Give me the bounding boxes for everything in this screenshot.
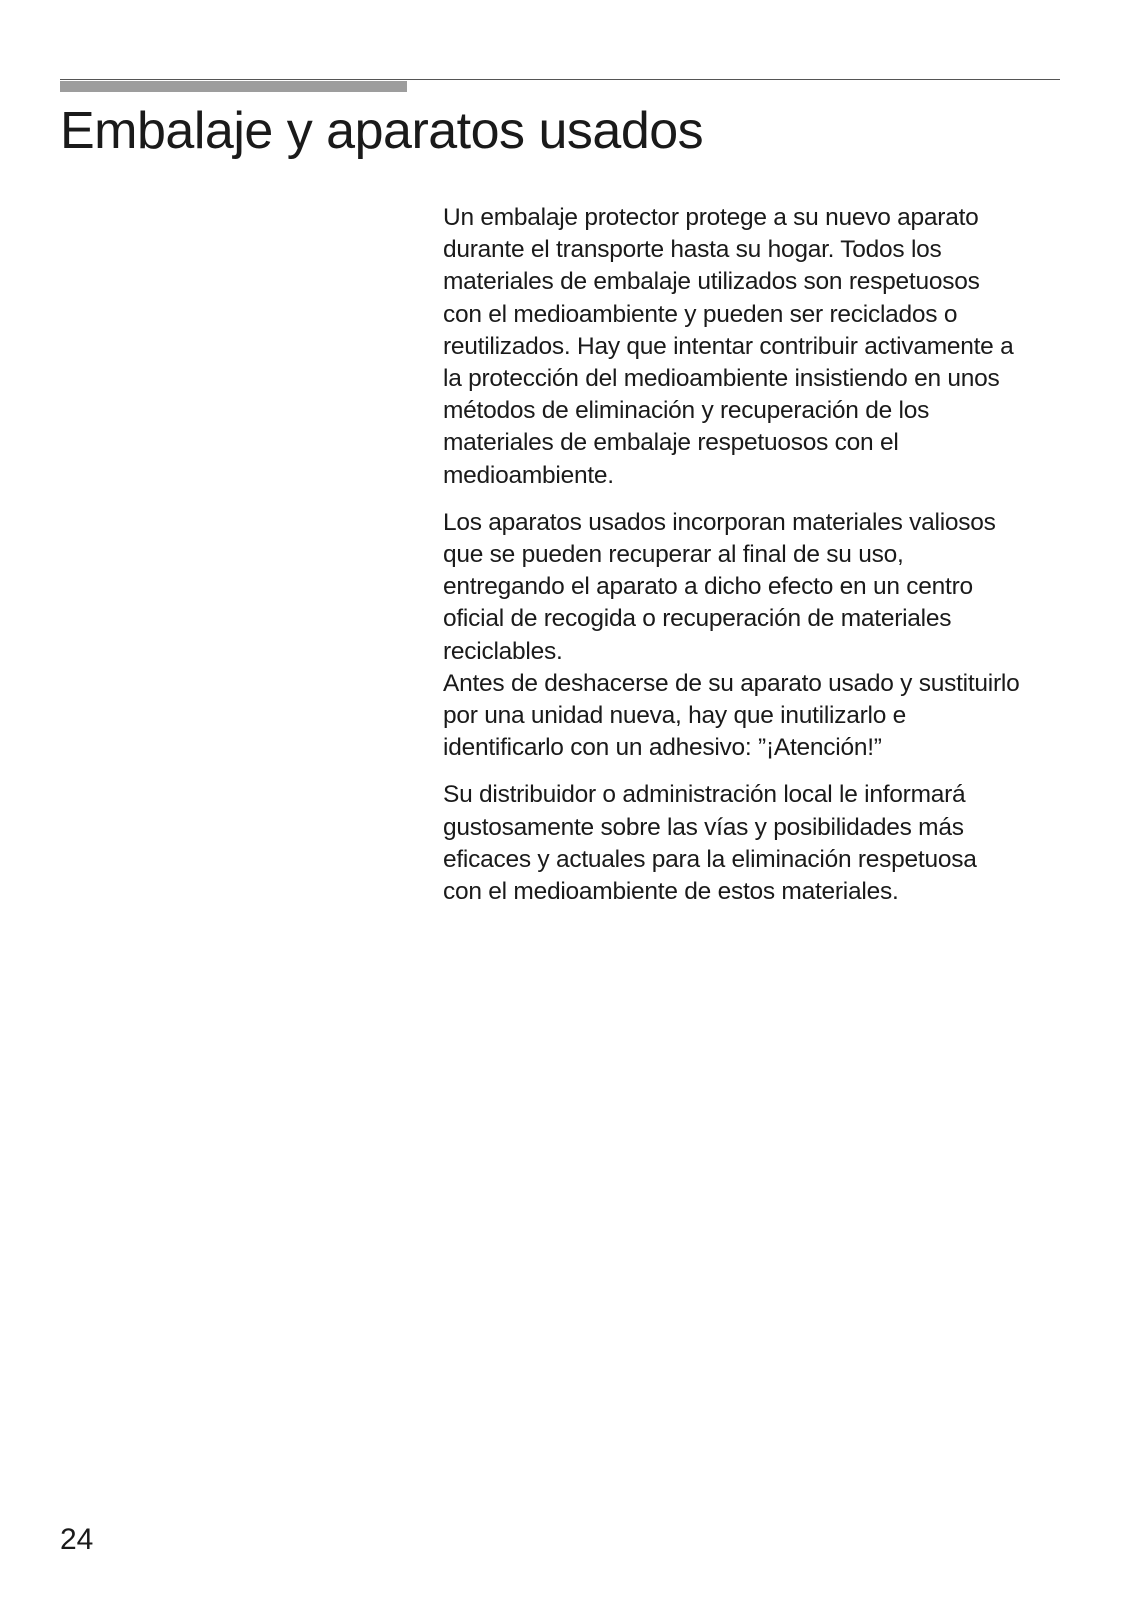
page-title: Embalaje y aparatos usados [60,102,704,160]
text-line: Su distribuidor o administración local le informará [443,781,966,809]
text-line: medioambiente. [443,461,614,489]
text-line: con el medioambiente de estos materiales. [443,878,899,906]
text-line: Antes de deshacerse de su aparato usado y sustituirlo [443,669,1020,697]
text-line: entregando el aparato a dicho efecto en un centro [443,573,973,601]
text-line: gustosamente sobre las vías y posibilidades más [443,813,964,841]
header-rule [60,79,1060,80]
text-line: materiales de embalaje utilizados son respetuosos [443,268,980,296]
paragraph-packaging [443,202,1093,492]
body-text-column [443,202,1093,923]
text-line: la protección del medioambiente insistiendo en unos [443,365,1000,393]
text-line: Un embalaje protector protege a su nuevo aparato [443,204,979,231]
text-line: por una unidad nueva, hay que inutilizarlo e [443,702,907,730]
text-line: con el medioambiente y pueden ser reciclados o [443,300,958,328]
text-line: métodos de eliminación y recuperación de los [443,397,930,425]
text-line: materiales de embalaje respetuosos con el [443,429,899,457]
text-line: reciclables. [443,637,563,665]
paragraph-used-appliances [443,507,1093,765]
text-line: identificarlo con un adhesivo: ”¡Atención!” [443,734,882,762]
paragraph-distributor-info [443,779,1093,908]
text-line: reutilizados. Hay que intentar contribuir activamente a [443,332,1014,360]
text-line: oficial de recogida o recuperación de materiales [443,605,952,633]
text-line: eficaces y actuales para la eliminación respetuosa [443,845,977,873]
text-line: durante el transporte hasta su hogar. Todos los [443,236,942,264]
text-line: Los aparatos usados incorporan materiales valiosos [443,508,996,536]
header-accent-bar [60,81,407,92]
text-line: que se pueden recuperar al final de su uso, [443,541,904,569]
page-number: 24 [60,1523,94,1556]
